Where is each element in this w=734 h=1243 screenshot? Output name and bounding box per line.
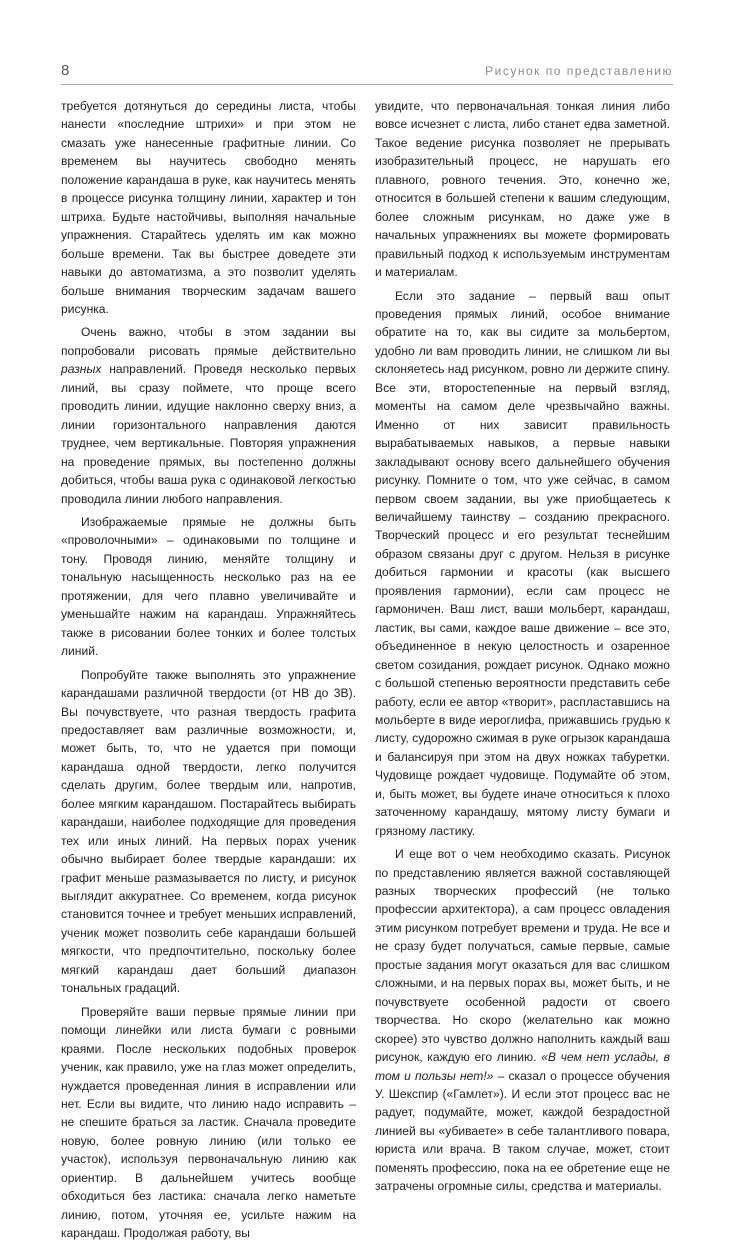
paragraph [375,845,670,1196]
running-title: Рисунок по представлению [485,64,673,78]
emphasis-text: разных [61,362,102,377]
paragraph: увидите, что первоначальная тонкая линия либо вовсе исчезнет с листа, либо станет едва заметной. Такое ведение рисунка позволяет не прерывать изобразительный процесс, не нарушать его плавного, ровного течения. Это, конечно же, относится в большей степени к вашим следующим, более сложным рисункам, но даже уже в начальных упражнениях вы можете формировать правильный подход к используемым инструментам и материалам. [375,99,670,280]
paragraph [61,323,356,508]
paragraph-text: направлений. Проведя несколько первых линий, вы сразу поймете, что проще всего проводить линии, идущие наклонно сверху вниз, а линии горизонтального направления даются труднее, чем вертикальные. Повторяя упражнения на проведение прямых, вы постепенно должны добиться, чтобы ваша рука с одинаковой легкостью проводила линии любого направления. [61,362,356,506]
paragraph-text: И еще вот о чем необходимо сказать. Рисунок по представлению является важной составляющей разных творческих профессий (не только профессии архитектора), а сам процесс овладения этим рисунком потребует времени и труда. Не все и не сразу будет получаться, самые первые, самые простые задания могут оказаться для вас слишком сложными, и на первых порах вы, может быть, и не почувствуете особенной радости от своего творчества. Но скоро (желательно как можно скорее) это чувство должно наполнить каждый ваш рисунок, каждую его линию. [375,847,670,1065]
right-column [375,97,670,1196]
paragraph: требуется дотянуться до середины листа, чтобы нанести «последние штрихи» и при этом не смазать уже нанесенные графитные линии. Со временем вы научитесь свободно менять положение карандаша в руке, как научитесь менять в процессе рисунка толщину линии, характер и тон штриха. Будьте настойчивы, выполняя начальные упражнения. Старайтесь уделять им как можно больше времени. Так вы быстрее доведете эти навыки до автоматизма, а это позволит уделять больше внимания творческим задачам вашего рисунка. [61,99,356,316]
paragraph: Изображаемые прямые не должны быть «проволочными» – одинаковыми по толщине и тону. Проводя линию, меняйте толщину и тональную насыщенность несколько раз на ее протяжении, для чего плавно увеличивайте и уменьшайте нажим на карандаш. Упражняйтесь также в рисовании более тонких и более толстых линий. [61,514,356,659]
paragraph: Попробуйте также выполнять это упражнение карандашами различной твердости (от НВ до 3В). Вы почувствуете, что разная твердость графита предоставляет вам различные возможности, и, может быть, то, что не удается при помощи карандаша одной твердости, легко получится сделать другим, более твердым или, напротив, более мягким карандашом. Постарайтесь выбирать карандаши, наиболее подходящие для проведения тех или иных линий. На первых порах ученик обычно выбирает более твердые карандаши: их графит меньше размазывается по листу, и рисунок выглядит аккуратнее. Со временем, когда рисунок становится точнее и требует меньших исправлений, ученик может позволить себе карандаши большей мягкости, что предпочтительно, поскольку более мягкий карандаш дает больший диапазон тональных градаций. [61,667,356,996]
paragraph-text: Очень важно, чтобы в этом задании вы попробовали рисовать прямые действительно [61,325,356,358]
quote-text: «В чем нет услады, в том и пользы нет!» [375,1050,670,1083]
paragraph: Проверяйте ваши первые прямые линии при помощи линейки или листа бумаги с ровными краями. После нескольких подобных проверок ученик, как правило, уже на глаз может определить, нуждается проведенная линия в исправлении или нет. Если вы видите, что линию надо исправить – не спешите браться за ластик. Сначала проведите новую, более ровную линию (или только ее участок), используя первоначальную линию как ориентир. В дальнейшем учитесь вообще обходиться без ластика: сначала легко наметьте линию, потом, уточняя ее, усильте нажим на карандаш. Продолжая работу, вы [61,1004,356,1241]
paragraph-text: – сказал о процессе обучения У. Шекспир («Гамлет»). И если этот процесс вас не радует, подумайте, может, каждой безрадостной линией вы «убиваете» в себе талантливого повара, юриста или врача. В таком случае, может, стоит поменять профессию, пока на ее обретение еще не затрачены огромные силы, средства и материалы. [375,1068,670,1194]
page-number: 8 [61,62,70,79]
header-rule [61,84,673,85]
paragraph: Если это задание – первый ваш опыт проведения прямых линий, особое внимание обратите на то, как вы сидите за мольбертом, удобно ли вам проводить линии, не слишком ли вы склоняетесь над рисунком, ровно ли держите спину. Все эти, второстепенные на первый взгляд, моменты на самом деле чрезвычайно важны. Именно от них зависит правильность вырабатываемых навыков, а первые навыки закладывают основу всего дальнейшего обучения рисунку. Помните о том, что уже сейчас, в самом первом своем задании, вы уже приобщаетесь к величайшему таинству – созданию прекрасного. Творческий процесс и его результат теснейшим образом связаны друг с другом. Нельзя в рисунке добиться гармонии и красоты (как высшего проявления гармонии), если сам процесс не гармоничен. Ваш лист, ваши мольберт, карандаш, ластик, вы сами, каждое ваше движение – все это, объединенное в некую целостность и озаренное светом созидания, рождает рисунок. Однако можно с большой степенью вероятности представить себе работу, если ее автор «творит», распластавшись на мольберте в виде иероглифа, прижавшись грудью к листу, судорожно сжимая в руке огрызок карандаша и балансируя при этом на двух ножках табуретки. Чудовище рождает чудовище. Подумайте об этом, и, быть может, вы будете иначе относиться к плохо заточенному карандашу, мятому листу бумаги и грязному ластику. [375,288,670,838]
left-column [61,97,356,1243]
